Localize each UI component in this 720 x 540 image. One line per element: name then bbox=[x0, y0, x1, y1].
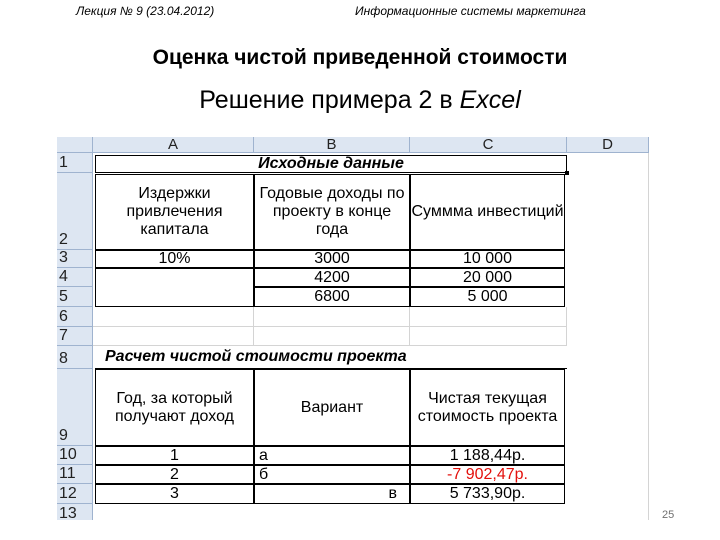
row-header-3: 3 bbox=[57, 250, 93, 268]
header-left: Лекция № 9 (23.04.2012) bbox=[76, 4, 215, 18]
section-title-initial-data: Исходные данные bbox=[95, 155, 567, 173]
spreadsheet-screenshot bbox=[57, 137, 649, 520]
fill-handle bbox=[565, 171, 569, 175]
cell-rate-empty bbox=[95, 268, 254, 307]
cell-income-2: 4200 bbox=[254, 268, 410, 287]
column-header-a: A bbox=[93, 137, 254, 153]
row-header-6: 6 bbox=[57, 307, 93, 327]
corner-cell bbox=[57, 137, 93, 153]
cell-investment-2: 20 000 bbox=[410, 268, 565, 287]
row-header-5: 5 bbox=[57, 287, 93, 307]
subtitle-excel: Excel bbox=[459, 86, 521, 114]
cell-npv-1: 1 188,44р. bbox=[410, 446, 565, 465]
cell-variant-c: в bbox=[254, 484, 410, 504]
subtitle-text: Решение примера 2 в bbox=[199, 86, 460, 114]
cell-npv-2: -7 902,47р. bbox=[410, 465, 565, 484]
header-right: Информационные системы маркетинга bbox=[355, 4, 586, 18]
section-title-npv: Расчет чистой стоимости проекта bbox=[95, 346, 567, 369]
cell-investment-1: 10 000 bbox=[410, 250, 565, 268]
header-npv: Чистая текущая стоимость проекта bbox=[410, 369, 565, 446]
cell-b7 bbox=[254, 327, 410, 346]
row-header-2: 2 bbox=[57, 173, 93, 250]
column-header-d: D bbox=[567, 137, 649, 153]
row-header-12: 12 bbox=[57, 484, 93, 504]
row-header-7: 7 bbox=[57, 327, 93, 346]
column-header-b: B bbox=[254, 137, 410, 153]
row-header-9: 9 bbox=[57, 369, 93, 446]
header-cost-of-capital: Издержки привлечения капитала bbox=[95, 174, 254, 250]
slide-subtitle bbox=[0, 86, 720, 115]
cell-a7 bbox=[93, 327, 254, 346]
cell-year-3: 3 bbox=[95, 484, 254, 504]
row-header-11: 11 bbox=[57, 465, 93, 484]
row-header-13: 13 bbox=[57, 504, 93, 520]
column-header-c: C bbox=[410, 137, 567, 153]
row-header-10: 10 bbox=[57, 446, 93, 465]
header-investment: Суммма инвестиций bbox=[410, 174, 565, 250]
cell-investment-3: 5 000 bbox=[410, 287, 565, 307]
cell-year-2: 2 bbox=[95, 465, 254, 484]
slide-title: Оценка чистой приведенной стоимости bbox=[152, 46, 568, 69]
cell-income-3: 6800 bbox=[254, 287, 410, 307]
header-annual-income: Годовые доходы по проекту в конце года bbox=[254, 174, 410, 250]
cell-b6 bbox=[254, 307, 410, 327]
cell-npv-3: 5 733,90р. bbox=[410, 484, 565, 504]
column-d-empty bbox=[567, 153, 649, 520]
header-variant: Вариант bbox=[254, 369, 410, 446]
row-header-8: 8 bbox=[57, 346, 93, 369]
page-number: 25 bbox=[662, 509, 675, 521]
cell-a6 bbox=[93, 307, 254, 327]
cell-variant-b: б bbox=[254, 465, 410, 484]
row-header-4: 4 bbox=[57, 268, 93, 287]
row-header-1: 1 bbox=[57, 153, 93, 173]
header-year: Год, за который получают доход bbox=[95, 369, 254, 446]
cell-rate: 10% bbox=[95, 250, 254, 268]
cell-year-1: 1 bbox=[95, 446, 254, 465]
cell-variant-a: а bbox=[254, 446, 410, 465]
cell-c6 bbox=[410, 307, 567, 327]
cell-c7 bbox=[410, 327, 567, 346]
cell-income-1: 3000 bbox=[254, 250, 410, 268]
